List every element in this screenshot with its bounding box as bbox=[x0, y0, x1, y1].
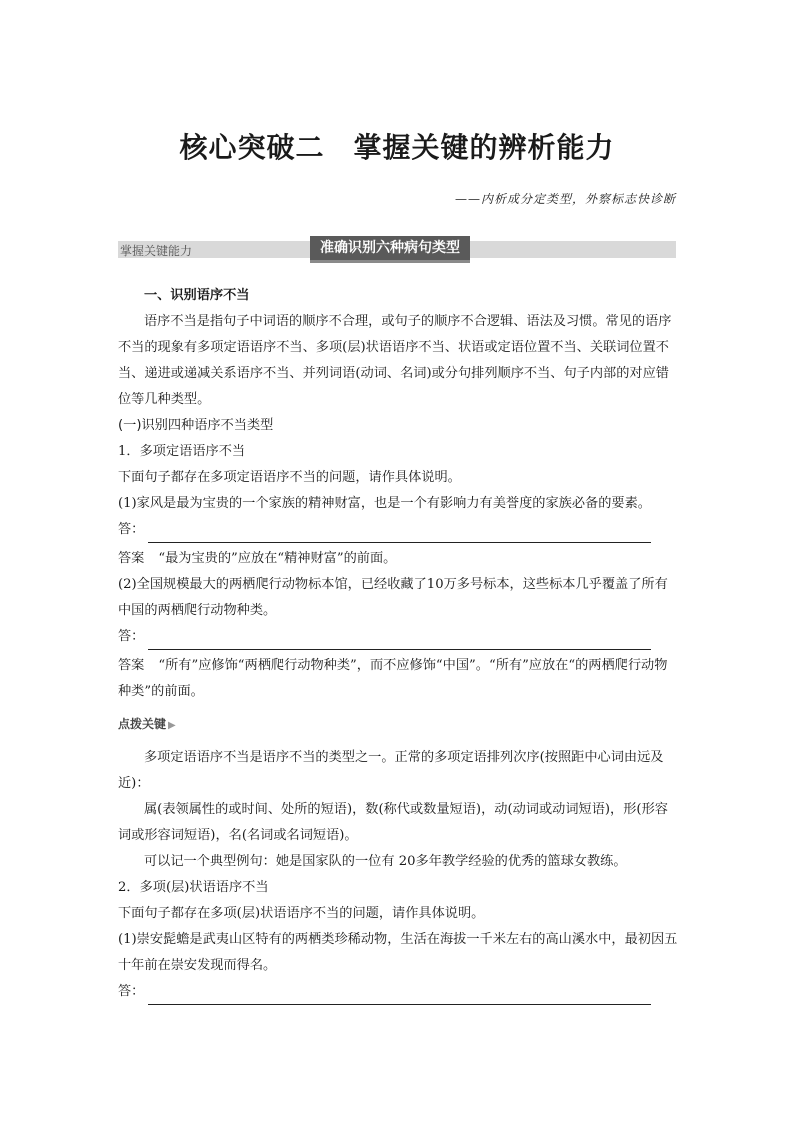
answer-2 bbox=[118, 653, 678, 705]
tip-paragraph-3: 可以记一个典型例句：她是国家队的一位有 20多年教学经验的优秀的篮球女教练。 bbox=[144, 854, 627, 869]
answer-1 bbox=[118, 546, 678, 572]
answer-blank-1[interactable] bbox=[148, 524, 651, 543]
intro-paragraph: 语序不当是指句子中词语的顺序不合理，或句子的顺序不合逻辑、语法及习惯。常见的语序不当的现象有多项定语语序不当、多项(层)状语语序不当、状语或定语位置不当、关联词位置不当、递进或递减关系语序不当、并列词语(动词、名词)或分句排列顺序不当、句子内部的对应错位等几种类型。 bbox=[118, 314, 672, 407]
question-3: (1)崇安髭蟾是武夷山区特有的两栖类珍稀动物，生活在海拔一千米左右的高山溪水中，最初因五十年前在崇安发现而得名。 bbox=[118, 932, 678, 973]
answer-prefix: 答： bbox=[118, 522, 145, 537]
section-bar bbox=[118, 241, 676, 258]
heading-1: 一、识别语序不当 bbox=[144, 288, 250, 303]
answer-1-text: “最为宝贵的”应放在“精神财富”的前面。 bbox=[158, 551, 397, 566]
tip-paragraph-2: 属(表领属性的或时间、处所的短语)，数(称代或数量短语)，动(动词或动词短语)，形(形容词或形容词短语)，名(名词或名词短语)。 bbox=[118, 802, 668, 843]
answer-2-text: “所有”应修饰“两栖爬行动物种类”，而不应修饰“中国”。“所有”应放在“的两栖爬行动物种类”的前面。 bbox=[118, 658, 668, 699]
tip-label: 点拨关键 bbox=[118, 717, 167, 731]
answer-label: 答案 bbox=[118, 551, 145, 566]
answer-line-2 bbox=[118, 624, 678, 650]
page-subtitle: ——内析成分定类型，外察标志快诊断 bbox=[454, 192, 676, 206]
tip-paragraph-1: 多项定语语序不当是语序不当的类型之一。正常的多项定语排列次序(按照距中心词由远及近)： bbox=[118, 750, 664, 791]
answer-blank-2[interactable] bbox=[148, 631, 651, 650]
item2-title: 2．多项(层)状语语序不当 bbox=[118, 880, 269, 895]
page-title: 核心突破二 掌握关键的辨析能力 bbox=[179, 131, 615, 164]
question-2: (2)全国规模最大的两栖爬行动物标本馆，已经收藏了10万多号标本，这些标本几乎覆盖了所有中国的两栖爬行动物种类。 bbox=[118, 577, 668, 618]
answer-line-3 bbox=[118, 979, 678, 1005]
answer-prefix: 答： bbox=[118, 629, 145, 644]
item1-prompt: 下面句子都存在多项定语语序不当的问题，请作具体说明。 bbox=[118, 470, 461, 485]
subheading-1: (一)识别四种语序不当类型 bbox=[118, 418, 274, 433]
question-1: (1)家风是最为宝贵的一个家族的精神财富，也是一个有影响力有美誉度的家族必备的要素。 bbox=[118, 496, 651, 511]
answer-prefix: 答： bbox=[118, 984, 145, 999]
item2-prompt: 下面句子都存在多项(层)状语语序不当的问题，请作具体说明。 bbox=[118, 906, 485, 921]
main-content bbox=[118, 283, 678, 1005]
tip-heading bbox=[118, 711, 678, 739]
section-bar-label: 掌握关键能力 bbox=[120, 244, 193, 258]
answer-line-1 bbox=[118, 517, 678, 543]
answer-blank-3[interactable] bbox=[148, 986, 651, 1005]
answer-label: 答案 bbox=[118, 658, 145, 673]
section-bar-tab: 准确识别六种病句类型 bbox=[310, 236, 470, 263]
triangle-right-icon: ▶ bbox=[168, 720, 176, 731]
item1-title: 1．多项定语语序不当 bbox=[118, 444, 246, 459]
